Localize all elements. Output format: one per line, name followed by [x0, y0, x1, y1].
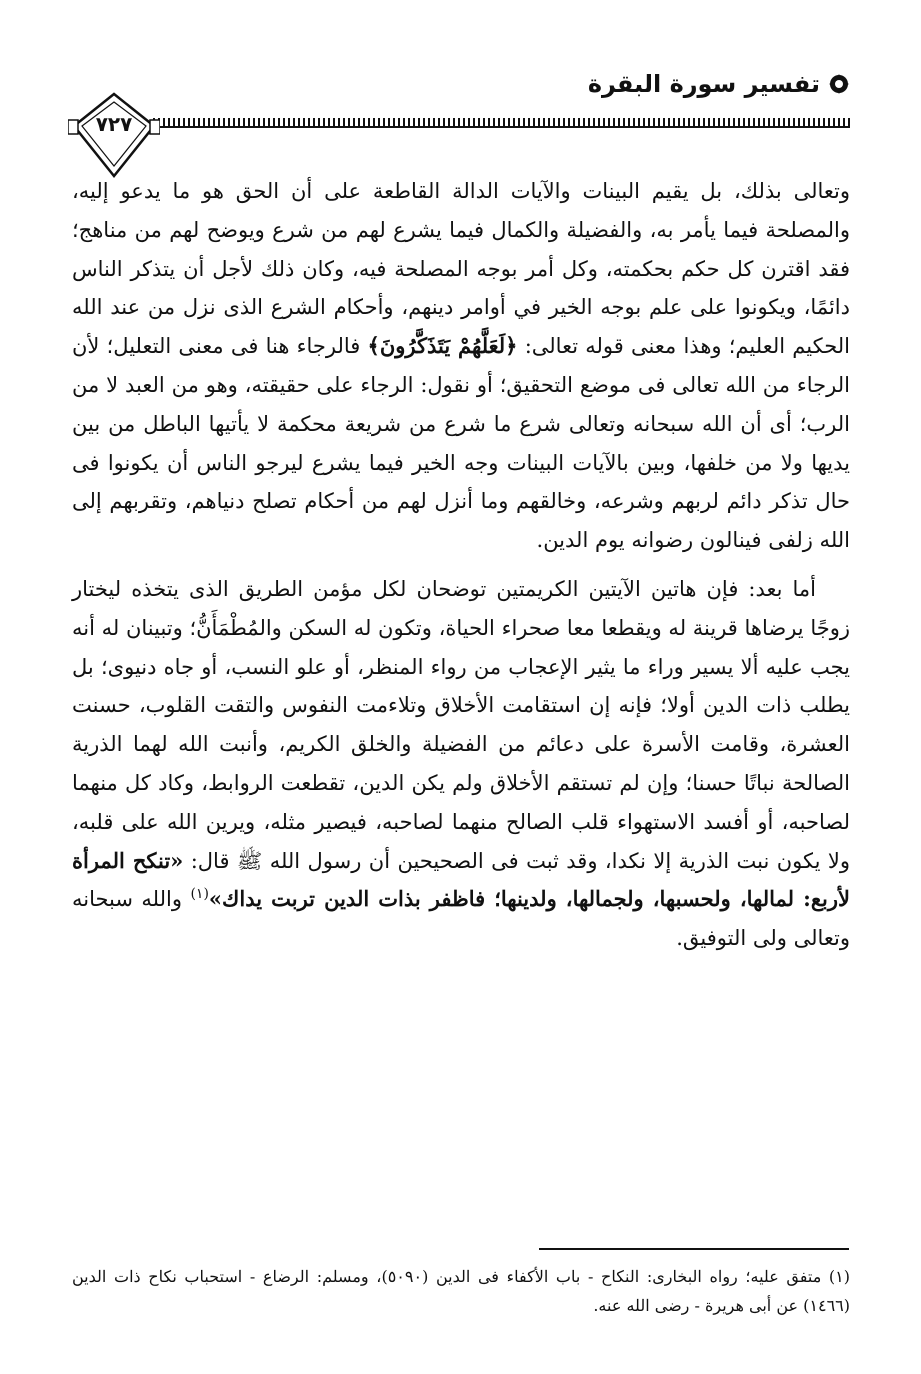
paragraph-1-part-1: وتعالى بذلك، بل يقيم البينات والآيات الدالة القاطعة على أن الحق هو ما يدعو إليه، والمصلحة فيما يأمر به، والفضيلة والكمال فيما يشرع لهم من شرع ويوضح لهم من مناهج؛ فقد اقترن كل حكم بحكمته، وكل أمر بوجه المصلحة فيه، وكان ذلك لأجل أن يتذكر الناس دائمًا، ويكونوا على علم بوجه الخير في أوامر دينهم، وأحكام الشرع الذى نزل من عند الله الحكيم العليم؛ وهذا معنى قوله تعالى:	[72, 179, 850, 359]
footnote-marker: (١)	[190, 886, 209, 903]
footnote-divider	[539, 1248, 849, 1250]
paragraph-2-part-2: والله سبحانه وتعالى ولى التوفيق.	[72, 887, 850, 951]
page-number: ٧٢٧	[95, 112, 133, 136]
page-header	[60, 60, 850, 160]
main-text	[72, 172, 850, 958]
paragraph-1	[72, 172, 850, 560]
footnote: (١) متفق عليه؛ رواه البخارى: النكاح - باب الأكفاء فى الدين (٥٠٩٠)، ومسلم: الرضاع - استحباب نكاح ذات الدين (١٤٦٦) عن أبى هريرة - رضى الله عنه.	[72, 1267, 850, 1315]
ornament-icon	[828, 73, 850, 95]
hadith-quote: «تنكح المرأة لأربع: لمالها، ولحسبها، ولجمالها، ولدينها؛ فاظفر بذات الدين تربت يداك»	[72, 847, 850, 912]
quran-quote: ﴿لَعَلَّهُمْ يَتَذَكَّرُونَ﴾	[367, 333, 518, 359]
header-rule-base	[150, 126, 850, 128]
running-header	[588, 70, 850, 98]
paragraph-2-part-1: أما بعد: فإن هاتين الآيتين الكريمتين توضحان لكل مؤمن الطريق الذى يتخذه ليختار زوجًا يرضاها قرينة له ويقطعا معا صحراء الحياة، وتكون له السكن والمُطْمَأَنُّ؛ وتبينان له أنه يجب عليه ألا يسير وراء ما يثير الإعجاب من رواء المنظر، أو علو النسب، أو جاه دنيوى؛ بل يطلب ذات الدين أولا؛ فإنه إن استقامت الأخلاق وتلاءمت النفوس والتقت القلوب، حسنت العشرة، وقامت الأسرة على دعائم من الفضيلة والخلق الكريم، وأنبت الله لهما الذرية الصالحة نباتًا حسنا؛ وإن لم تستقم الأخلاق ولم يكن الدين، تقطعت الروابط، وكاد كل منهما لصاحبه، أو أفسد الاستهواء قلب الصالح منهما لصاحبه، فيصير مثله، ويرين الله على قلبه، ولا يكون نبت الذرية إلا نكدا، وقد ثبت فى الصحيحين أن رسول الله ﷺ قال:	[72, 576, 850, 873]
header-title: تفسير سورة البقرة	[587, 70, 820, 98]
page-number-badge	[68, 90, 160, 180]
paragraph-2	[72, 570, 850, 958]
paragraph-1-part-2: فالرجاء هنا فى معنى التعليل؛ لأن الرجاء من الله تعالى فى موضع التحقيق؛ أو نقول: الرجاء على حقيقته، وهو من العبد لا من الرب؛ أى أن الله سبحانه وتعالى شرع ما شرع من شريعة محكمة لا يأتيها الباطل من بين يديها ولا من خلفها، وبين بالآيات البينات وجه الخير فيما يشرع ليرجو الناس أن يكونوا فى حال تذكر دائم لربهم وشرعه، وخالقهم وما أنزل لهم من أحكام تصلح دنياهم، وتقربهم إلى الله زلفى فينالون رضوانه يوم الدين.	[72, 334, 850, 553]
